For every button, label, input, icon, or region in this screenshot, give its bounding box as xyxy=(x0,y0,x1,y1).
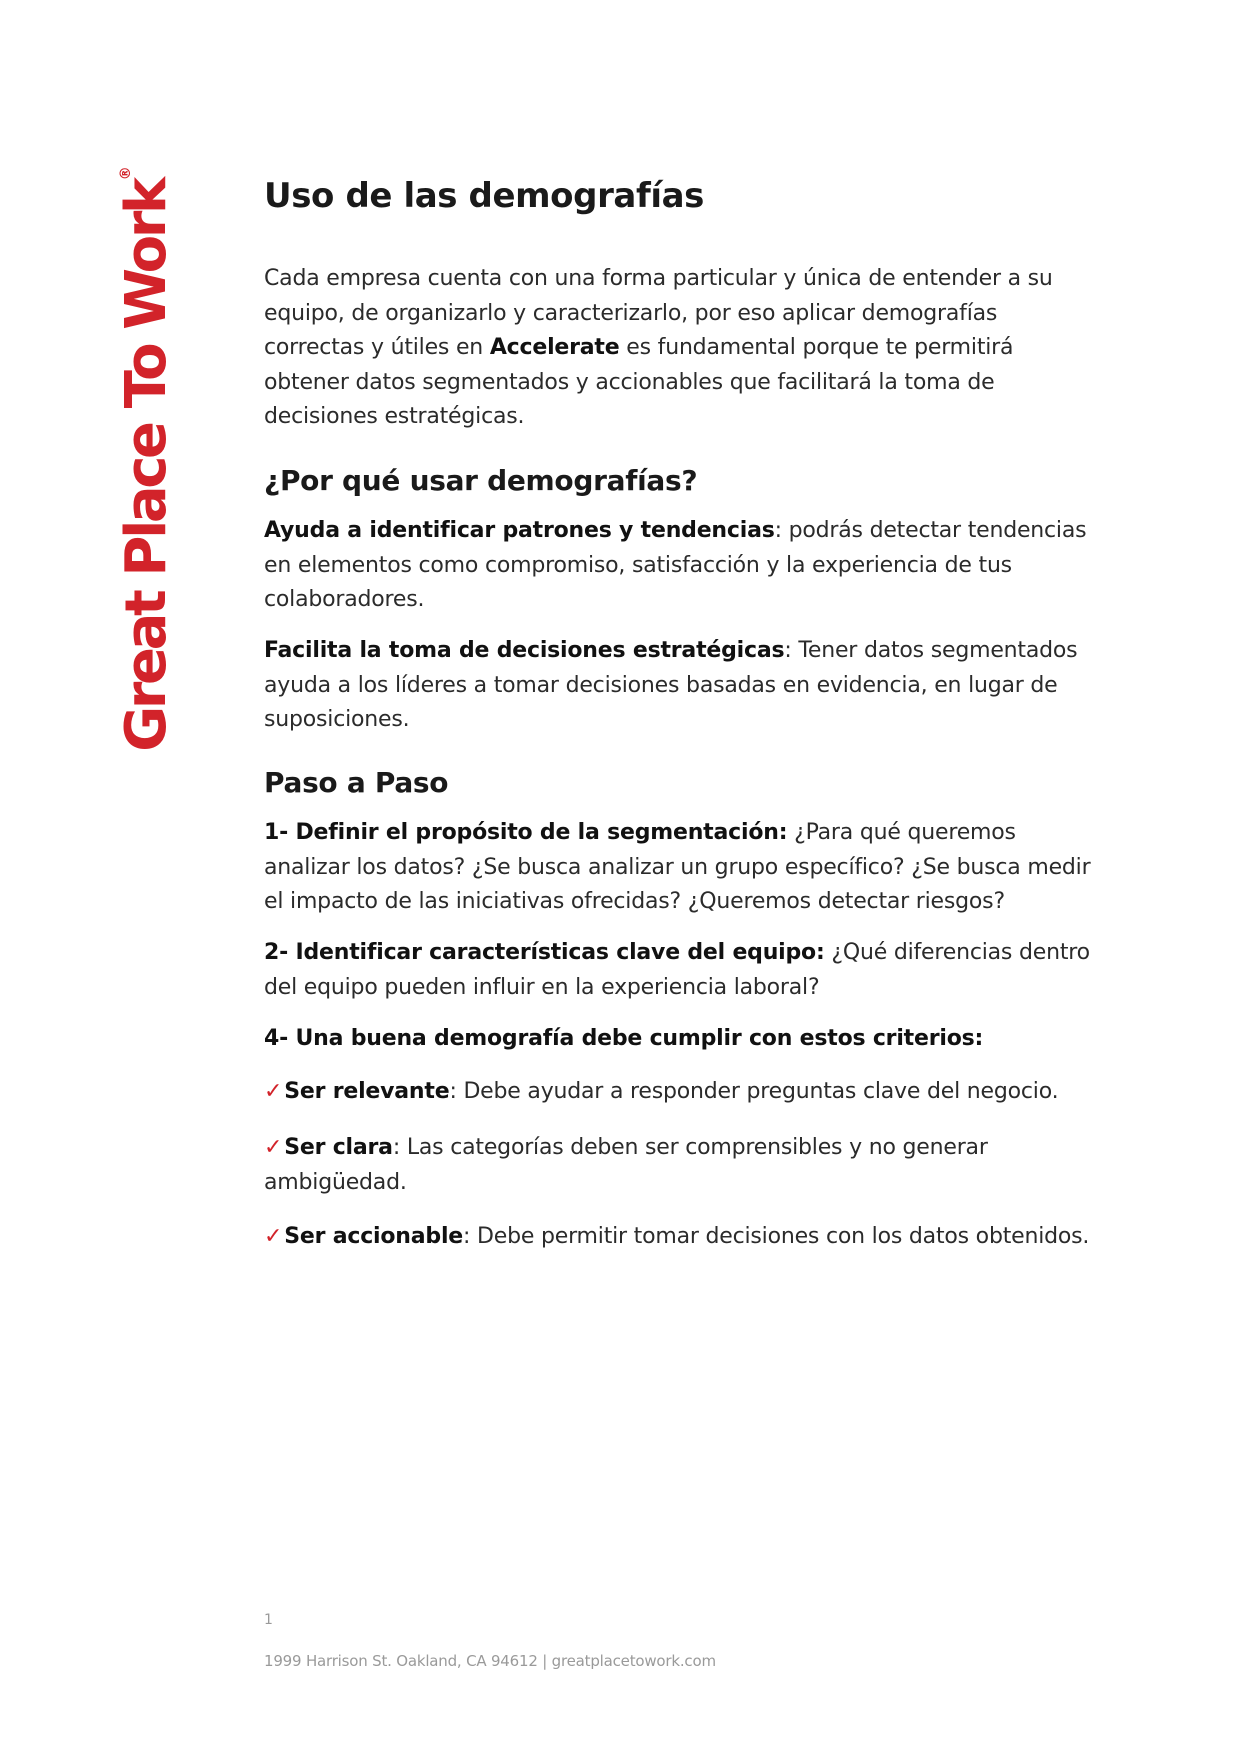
accelerate-bold: Accelerate xyxy=(489,335,620,360)
brand-logo-text: Great Place To Work® xyxy=(114,166,179,752)
registered-mark: ® xyxy=(118,166,134,181)
why-item-patterns: Ayuda a identificar patrones y tendencias: podrás detectar tendencias en elementos como compromiso, satisfacción y la experiencia de tus colaboradores. xyxy=(264,518,1087,612)
criteria-relevant: ✓Ser relevante: Debe ayudar a responder preguntas clave del negocio. xyxy=(264,1079,1059,1104)
criteria-clear: ✓Ser clara: Las categorías deben ser comprensibles y no generar ambigüedad. xyxy=(264,1135,988,1195)
brand-logo xyxy=(114,166,179,752)
checkmark-icon: ✓ xyxy=(264,1224,283,1249)
why-heading: ¿Por qué usar demografías? xyxy=(264,464,698,497)
step-2: 2- Identificar características clave del equipo: ¿Qué diferencias dentro del equipo pueden influir en la experiencia laboral? xyxy=(264,940,1090,1000)
intro-paragraph: Cada empresa cuenta con una forma particular y única de entender a su equipo, de organizarlo y caracterizarlo, por eso aplicar demografías correctas y útiles en Accelerate es fundamental porque te permitirá obtener datos segmentados y accionables que facilitará la toma de decisiones estratégicas. xyxy=(264,266,1053,429)
criteria-heading: 4- Una buena demografía debe cumplir con estos criterios: xyxy=(264,1026,984,1051)
step-1: 1- Definir el propósito de la segmentación: ¿Para qué queremos analizar los datos? ¿Se busca analizar un grupo específico? ¿Se busca medir el impacto de las iniciativas ofrecidas? ¿Queremos detectar riesgos? xyxy=(264,820,1091,914)
steps-heading: Paso a Paso xyxy=(264,766,449,799)
page-number: 1 xyxy=(264,1612,273,1628)
footer-address: 1999 Harrison St. Oakland, CA 94612 | greatplacetowork.com xyxy=(264,1652,716,1670)
checkmark-icon: ✓ xyxy=(264,1079,283,1104)
criteria-actionable: ✓Ser accionable: Debe permitir tomar decisiones con los datos obtenidos. xyxy=(264,1224,1090,1249)
page-title: Uso de las demografías xyxy=(264,176,705,216)
checkmark-icon: ✓ xyxy=(264,1135,283,1160)
why-item-decisions: Facilita la toma de decisiones estratégicas: Tener datos segmentados ayuda a los líderes a tomar decisiones basadas en evidencia, en lugar de suposiciones. xyxy=(264,638,1078,732)
